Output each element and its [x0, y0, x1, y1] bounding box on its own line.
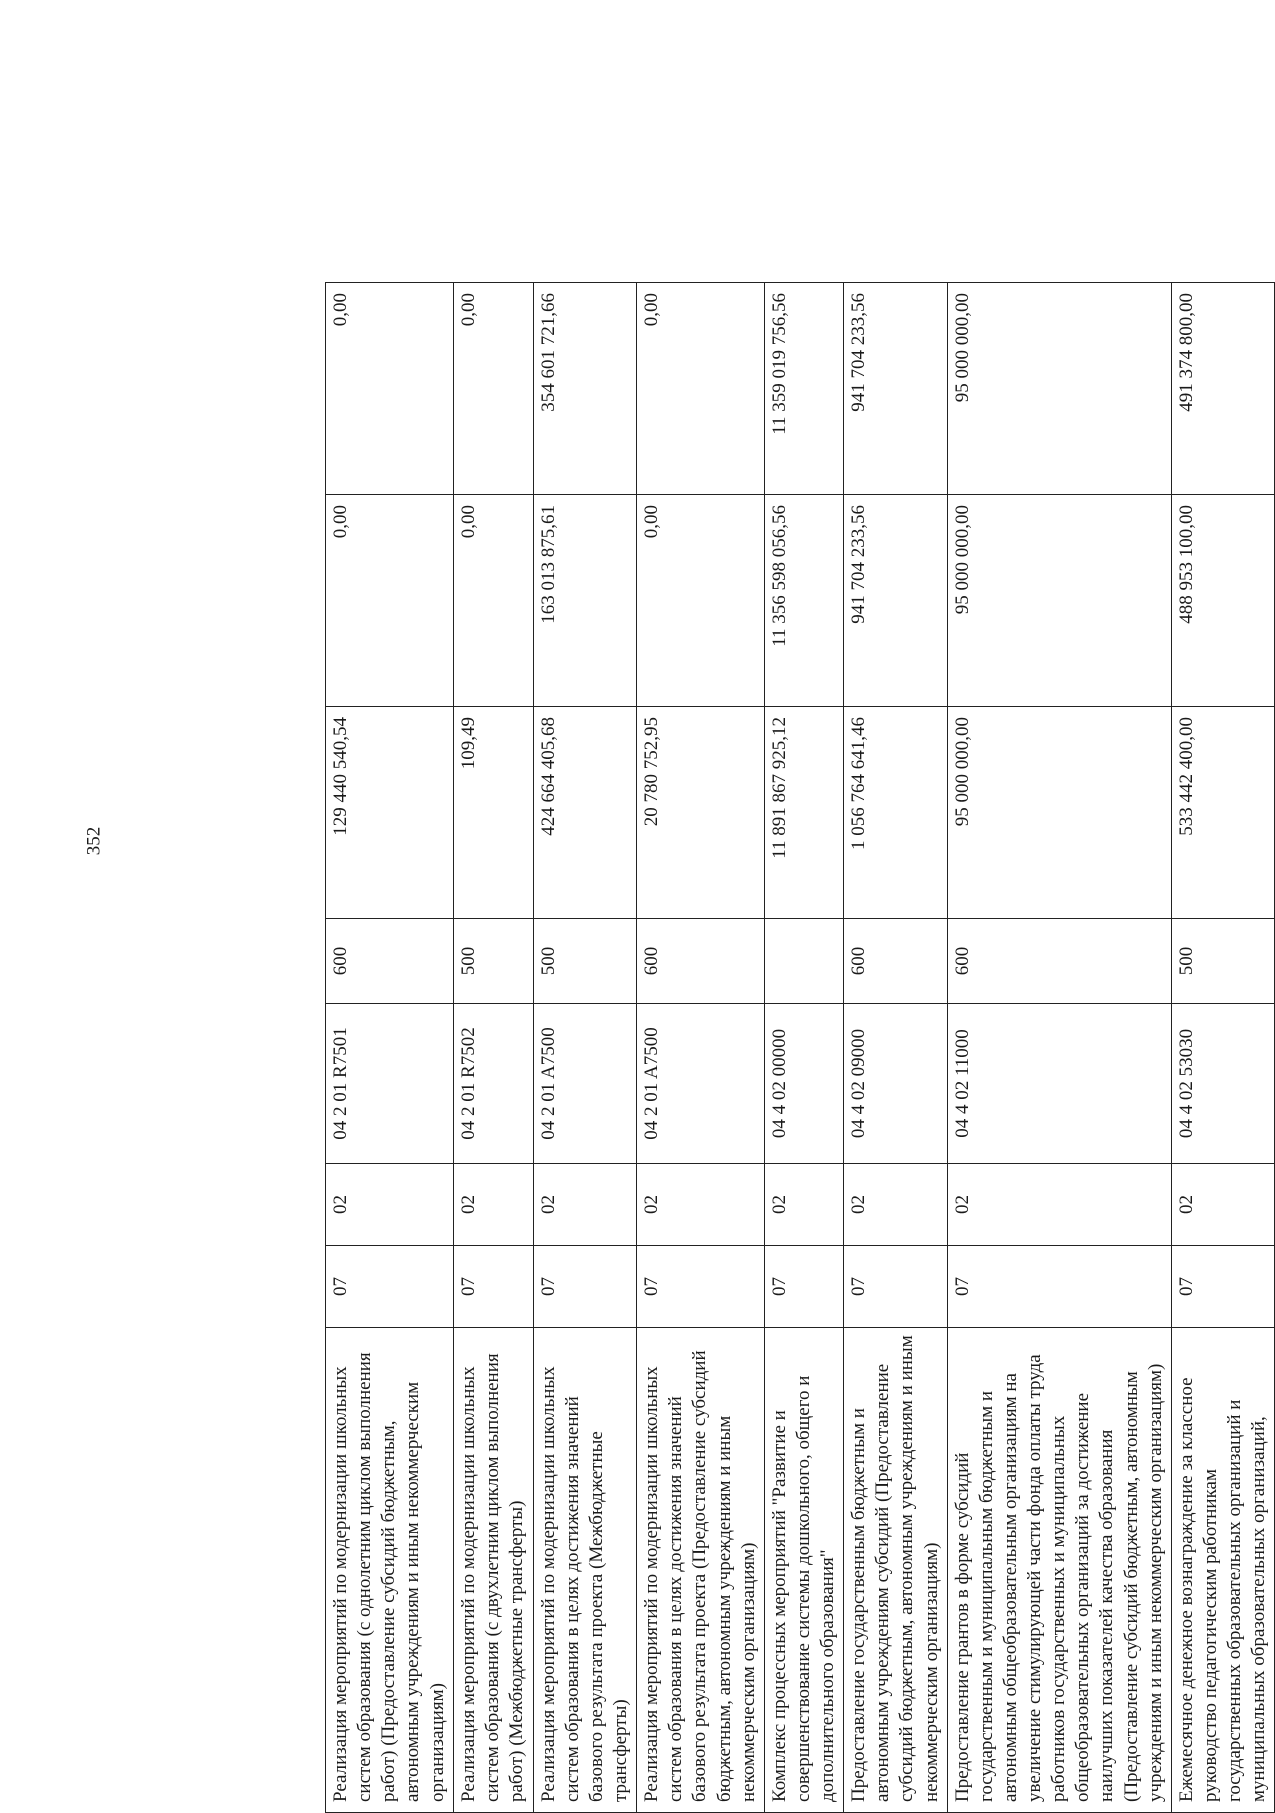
row-sum-year2: 0,00	[326, 495, 454, 707]
row-name: Реализация мероприятий по модернизации школьных систем образования (с однолетним циклом выполнения работ) (Предоставление субсидий бюджетным, автономным учреждениям и иным некоммерческим организациям)	[326, 1328, 454, 1813]
row-target-article: 04 2 01 R7502	[453, 1004, 533, 1164]
page-number: 352	[83, 826, 105, 856]
row-sum-year1: 424 664 405,68	[533, 707, 637, 919]
table-row	[764, 283, 843, 1813]
row-target-article: 04 4 02 09000	[844, 1004, 948, 1164]
row-sum-year2: 941 704 233,56	[844, 495, 948, 707]
row-section: 07	[637, 1246, 765, 1328]
row-target-article: 04 4 02 00000	[764, 1004, 843, 1164]
row-name: Реализация мероприятий по модернизации школьных систем образования (с двухлетним циклом выполнения работ) (Межбюджетные трансферты)	[453, 1328, 533, 1813]
row-sum-year2: 163 013 875,61	[533, 495, 637, 707]
row-sum-year1: 533 442 400,00	[1171, 707, 1275, 919]
row-sum-year3: 95 000 000,00	[947, 283, 1171, 495]
row-sum-year1: 109,49	[453, 707, 533, 919]
row-sum-year3: 11 359 019 756,56	[764, 283, 843, 495]
row-sum-year3: 941 704 233,56	[844, 283, 948, 495]
budget-table-sheet	[325, 283, 1275, 1813]
row-sum-year1: 1 056 764 641,46	[844, 707, 948, 919]
row-name: Предоставление государственным бюджетным и автономным учреждениям субсидий (Предоставление субсидий бюджетным, автономным учреждениям и иным некоммерческим организациям)	[844, 1328, 948, 1813]
table-row	[533, 283, 637, 1813]
row-sum-year3: 0,00	[637, 283, 765, 495]
row-section: 07	[764, 1246, 843, 1328]
row-subsection: 02	[637, 1164, 765, 1246]
row-sum-year1: 11 891 867 925,12	[764, 707, 843, 919]
row-target-article: 04 2 01 A7500	[533, 1004, 637, 1164]
row-sum-year1: 129 440 540,54	[326, 707, 454, 919]
table-row	[844, 283, 948, 1813]
row-expense-type: 600	[326, 919, 454, 1004]
row-subsection: 02	[453, 1164, 533, 1246]
row-subsection: 02	[947, 1164, 1171, 1246]
row-section: 07	[947, 1246, 1171, 1328]
row-sum-year2: 0,00	[637, 495, 765, 707]
row-name: Реализация мероприятий по модернизации школьных систем образования в целях достижения значений базового результата проекта (Межбюджетные трансферты)	[533, 1328, 637, 1813]
table-row	[1171, 283, 1275, 1813]
row-sum-year1: 20 780 752,95	[637, 707, 765, 919]
row-expense-type: 600	[637, 919, 765, 1004]
row-name: Реализация мероприятий по модернизации школьных систем образования в целях достижения значений базового результата проекта (Предоставление субсидий бюджетным, автономным учреждениям и иным некоммерческим организациям)	[637, 1328, 765, 1813]
row-subsection: 02	[764, 1164, 843, 1246]
row-sum-year2: 95 000 000,00	[947, 495, 1171, 707]
row-name: Ежемесячное денежное вознаграждение за классное руководство педагогическим работникам государственных образовательных организаций и муниципальных образовательных организаций,	[1171, 1328, 1275, 1813]
budget-table	[325, 282, 1275, 1813]
row-sum-year3: 0,00	[453, 283, 533, 495]
row-sum-year2: 488 953 100,00	[1171, 495, 1275, 707]
row-subsection: 02	[533, 1164, 637, 1246]
row-sum-year1: 95 000 000,00	[947, 707, 1171, 919]
row-expense-type: 600	[844, 919, 948, 1004]
row-target-article: 04 2 01 R7501	[326, 1004, 454, 1164]
row-expense-type: 500	[533, 919, 637, 1004]
table-row	[947, 283, 1171, 1813]
row-target-article: 04 2 01 A7500	[637, 1004, 765, 1164]
row-expense-type: 500	[453, 919, 533, 1004]
table-row	[326, 283, 454, 1813]
row-subsection: 02	[1171, 1164, 1275, 1246]
row-name: Комплекс процессных мероприятий "Развитие и совершенствование системы дошкольного, общего и дополнительного образования"	[764, 1328, 843, 1813]
row-target-article: 04 4 02 11000	[947, 1004, 1171, 1164]
row-section: 07	[533, 1246, 637, 1328]
row-sum-year3: 0,00	[326, 283, 454, 495]
row-expense-type: 500	[1171, 919, 1275, 1004]
row-subsection: 02	[844, 1164, 948, 1246]
row-sum-year3: 491 374 800,00	[1171, 283, 1275, 495]
table-row	[453, 283, 533, 1813]
row-target-article: 04 4 02 53030	[1171, 1004, 1275, 1164]
row-subsection: 02	[326, 1164, 454, 1246]
table-row	[637, 283, 765, 1813]
row-expense-type	[764, 919, 843, 1004]
row-section: 07	[1171, 1246, 1275, 1328]
row-section: 07	[453, 1246, 533, 1328]
row-name: Предоставление грантов в форме субсидий государственным и муниципальным бюджетным и автономным общеобразовательным организациям на увеличение стимулирующей части фонда оплаты труда работников государственных и муниципальных общеобразовательных организаций за достижение наилучших показателей качества образования (Предоставление субсидий бюджетным, автономным учреждениям и иным некоммерческим организациям)	[947, 1328, 1171, 1813]
row-expense-type: 600	[947, 919, 1171, 1004]
row-sum-year2: 0,00	[453, 495, 533, 707]
row-sum-year2: 11 356 598 056,56	[764, 495, 843, 707]
row-section: 07	[326, 1246, 454, 1328]
row-sum-year3: 354 601 721,66	[533, 283, 637, 495]
row-section: 07	[844, 1246, 948, 1328]
